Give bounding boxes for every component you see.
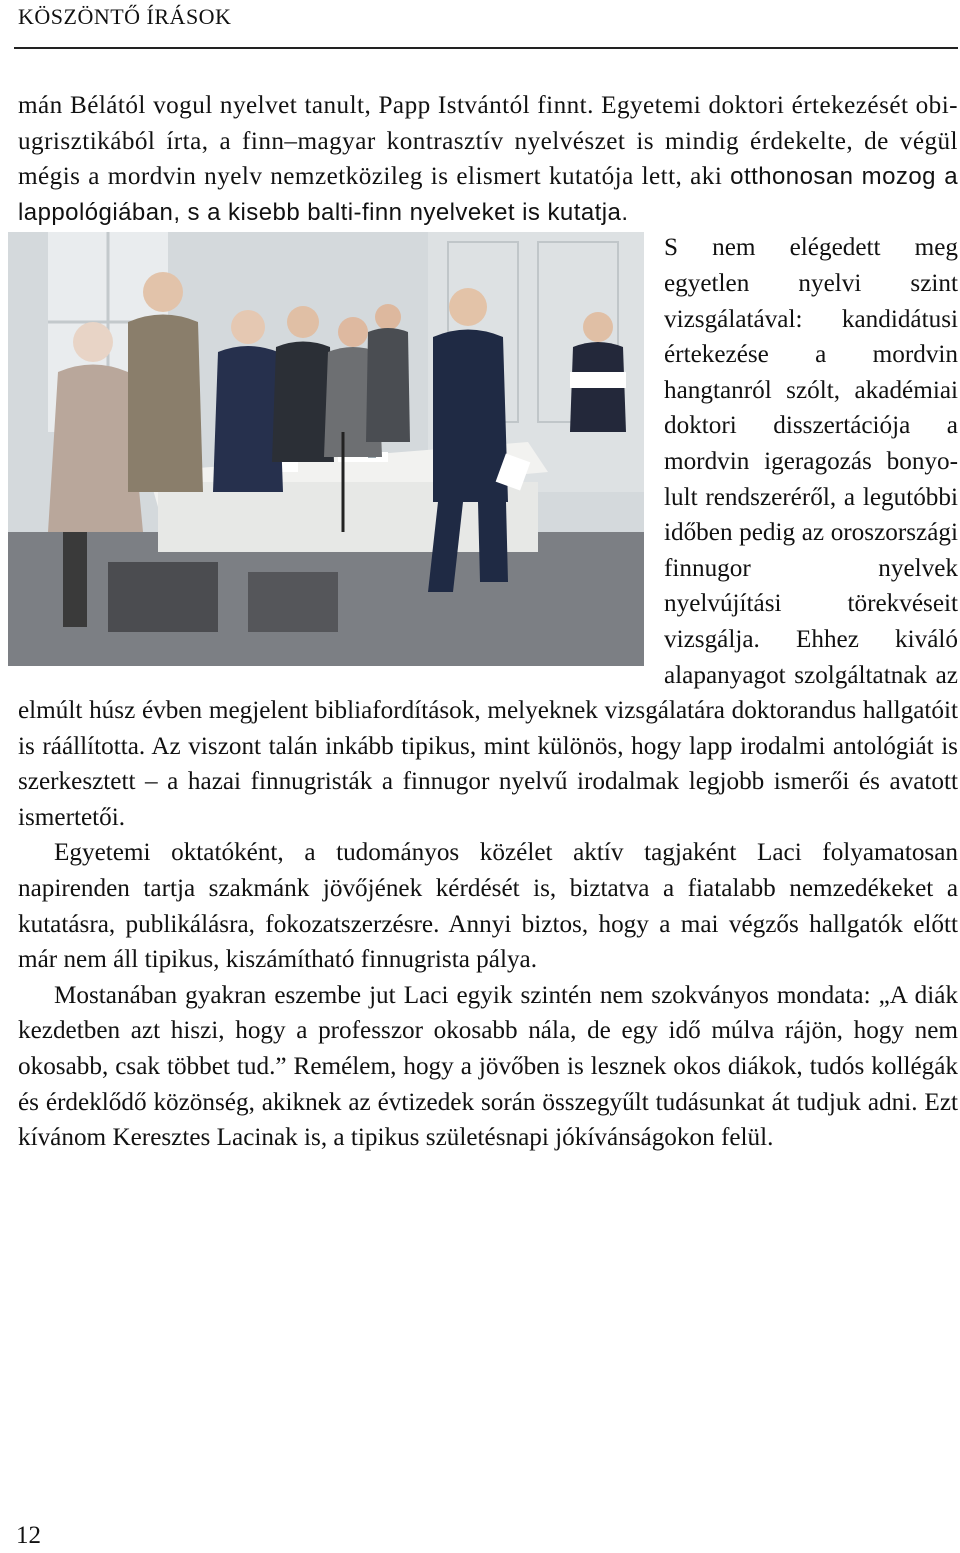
page-body (18, 88, 958, 1156)
paragraph-1-tail: S nem elégedett meg egyetlen nyelvi szint vizsgálatával: kandidátusi értekezése a mordvin hangtanról szólt, akadémiai doktori disszertációja a mordvin igeragozás bonyolult rendszeréről, a legutóbbi időben pedig az oroszországi finnugor nyelvek nyelvújítási törekvéseit vizsgálja. Ehhez kiváló alapanyagot szolgáltatnak az elmúlt húsz évben megjelent bibliafordítások, melyeknek vizsgálatára doktorandus hallgatóit is ráállította. Az viszont talán inkább tipikus, mint különös, hogy lapp irodalmi antológiát is szerkesztett – a hazai finnugristák a finnugor nyelvű irodalmak legjobb ismerői és avatott ismertetői. (18, 234, 958, 831)
paragraph-3: Mostanában gyakran eszembe jut Laci egyik szintén nem szokványos mondata: „A diák kezdetben azt hiszi, hogy a professzor okosabb nála, de egy idő múlva rájön, hogy nem okosabb, csak többet tud.” Remélem, hogy a jövőben is lesznek okos diákok, tudós kollégák és érdeklődő közönség, akiknek az évtizedek során összegyűlt tudásunkat át tudjuk adni. Ezt kívánom Keresztes Lacinak is, a tipikus születésnapi jókívánságokon felül. (18, 981, 958, 1152)
paragraph-2: Egyetemi oktatóként, a tudományos közélet aktív tagjaként Laci folyamatosan napirenden tartja szakmánk jövőjének kérdését is, biztatva a fiatalabb nemzedékeket a kutatásra, publikálásra, fokozatszerzésre. Annyi biztos, hogy a mai végzős hallgatók előtt már nem áll tipikus, kiszámítható finnugrista pálya. (18, 839, 958, 974)
page-number: 12 (16, 1522, 41, 1549)
running-header: KÖSZÖNTŐ ÍRÁSOK (18, 4, 232, 29)
paragraph-1-lead-sans: otthonosan mozog a lappológiában, s a kisebb balti-finn nyelveket is kutatja. (18, 163, 958, 226)
paragraph-1-lead (18, 88, 958, 230)
header-rule (14, 47, 958, 49)
paragraph-1-lead-serif: mán Bélától vogul nyelvet tanult, Papp Istvántól finnt. Egyetemi doktori értekezését obi-ugrisztikából írta, a finn–magyar kontrasztív nyelvészet is mindig érdekelte, de végül mégis a mordvin nyelv nemzetközileg is elismert kutatója lett, aki (18, 92, 958, 191)
ceremony-photo-illustration (8, 232, 644, 666)
ceremony-photo (8, 232, 644, 666)
